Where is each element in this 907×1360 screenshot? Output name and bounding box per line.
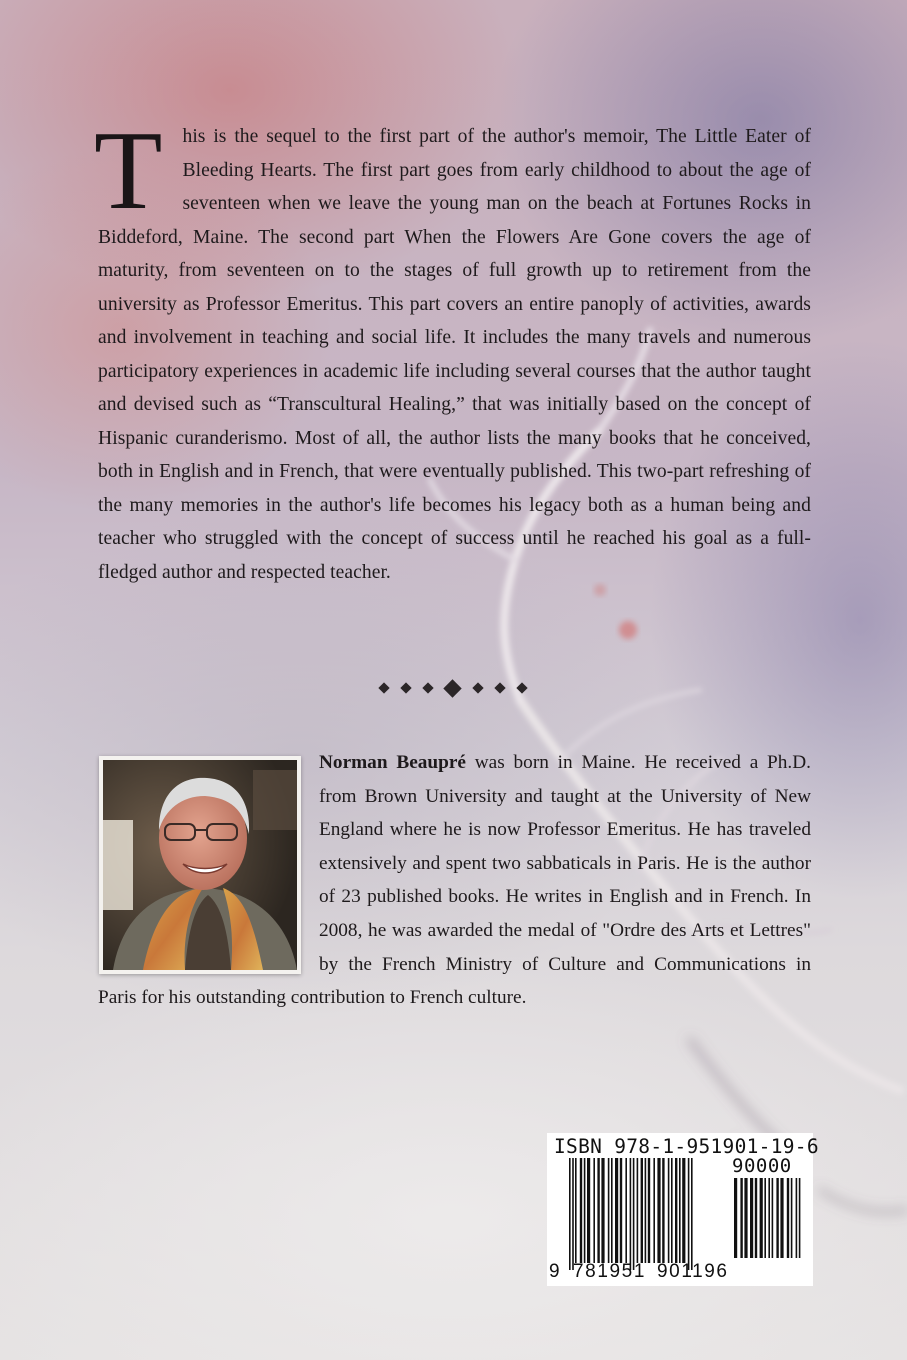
barcode-bar [764, 1178, 766, 1258]
barcode-bar [580, 1158, 582, 1263]
ean-digits [549, 1261, 737, 1283]
barcode-bar [682, 1158, 685, 1263]
barcode-bar [671, 1158, 673, 1263]
barcode-bar [615, 1158, 618, 1263]
barcode-bar [750, 1178, 753, 1258]
ean-right-group: 901196 [657, 1261, 729, 1282]
barcode-bar [641, 1158, 643, 1263]
author-bio-text: was born in Maine. He received a Ph.D. from Brown University and taught at the University of New England where he is now Professor Emeritus. He has traveled extensively and spent two sabbaticals in Paris. He is the author of 23 published books. He writes in English and in French. In 2008, he was awarded the medal of "Ordre des Arts et Lettres" by the French Ministry of Culture and Communications in Paris for his outstanding contribution to French culture. [98, 752, 811, 1009]
barcode-bar [653, 1158, 655, 1263]
barcode-bar [768, 1178, 770, 1258]
isbn-label: ISBN 978-1-951901-19-6 [554, 1135, 819, 1158]
barcode-bar [679, 1158, 681, 1263]
isbn-barcode [547, 1133, 819, 1286]
barcode-bar [620, 1158, 622, 1263]
diamond-icon [400, 682, 411, 693]
barcode-bar [608, 1158, 610, 1263]
barcode-bar [668, 1158, 670, 1263]
barcode-bar [575, 1158, 577, 1263]
barcode-bar [569, 1158, 571, 1270]
barcode-bar [688, 1158, 690, 1270]
barcode-bar [597, 1158, 599, 1263]
barcode-bar [587, 1158, 590, 1263]
barcode-bar [772, 1178, 774, 1258]
barcode-bar [645, 1158, 647, 1263]
addon-code: 90000 [732, 1155, 792, 1177]
barcode-bar [691, 1158, 693, 1270]
diamond-icon [423, 682, 434, 693]
diamond-icon [494, 682, 505, 693]
ean-first-digit: 9 [549, 1261, 560, 1282]
ornamental-divider [380, 678, 526, 698]
barcode-bar [625, 1158, 627, 1263]
barcode-bar [787, 1178, 789, 1258]
diamond-icon [472, 682, 483, 693]
barcode-bar [662, 1158, 664, 1263]
barcode-bar [791, 1178, 793, 1258]
barcode-bar [637, 1158, 639, 1263]
ean-left-group: 781951 [573, 1261, 647, 1282]
barcode-bar [675, 1158, 677, 1263]
barcode-bar [584, 1158, 586, 1263]
barcode-bar [648, 1158, 650, 1263]
description-text: his is the sequel to the first part of the author's memoir, The Little Eater of Bleeding Hearts. The first part goes from early childhood to about the age of seventeen when we leave the young man on the beach at Fortunes Rocks in Biddeford, Maine. The second part When the Flowers Are Gone covers the age of maturity, from seventeen on to the stages of full growth up to retirement from the university as Professor Emeritus. This part covers an entire panoply of activities, awards and involvement in teaching and social life. It includes the many travels and numerous participatory experiences in academic life including several courses that the author taught and devised such as “Transcultural Healing,” that was initially based on the concept of Hispanic curanderismo. Most of all, the author lists the many books that he conceived, both in English and in French, that were eventually published. This two-part refreshing of the many memories in the author's life becomes his legacy both as a human being and teacher who struggled with the concept of success until he reached his goal as a full-fledged author and respected teacher. [98, 126, 811, 583]
book-description [94, 109, 811, 589]
barcode-bar [601, 1158, 604, 1263]
barcode-bar [776, 1178, 778, 1258]
barcode-bar [796, 1178, 798, 1258]
barcode-bar [633, 1158, 635, 1270]
barcode-bar [572, 1158, 574, 1270]
barcode-bar [657, 1158, 660, 1263]
barcode-bar [734, 1178, 737, 1258]
barcode-bar [593, 1158, 595, 1263]
barcode-bar [780, 1178, 783, 1258]
diamond-icon [516, 682, 527, 693]
diamond-icon [378, 682, 389, 693]
barcode-bar [740, 1178, 742, 1258]
drop-cap: T [94, 109, 163, 233]
diamond-icon [444, 679, 462, 697]
author-bio [98, 746, 811, 1015]
barcode-bar [755, 1178, 757, 1258]
author-name: Norman Beaupré [319, 752, 466, 773]
barcode-bar [799, 1178, 801, 1258]
barcode-bar [611, 1158, 613, 1263]
barcode-bar [744, 1178, 747, 1258]
barcode-bar [630, 1158, 632, 1270]
barcode-bar [760, 1178, 763, 1258]
